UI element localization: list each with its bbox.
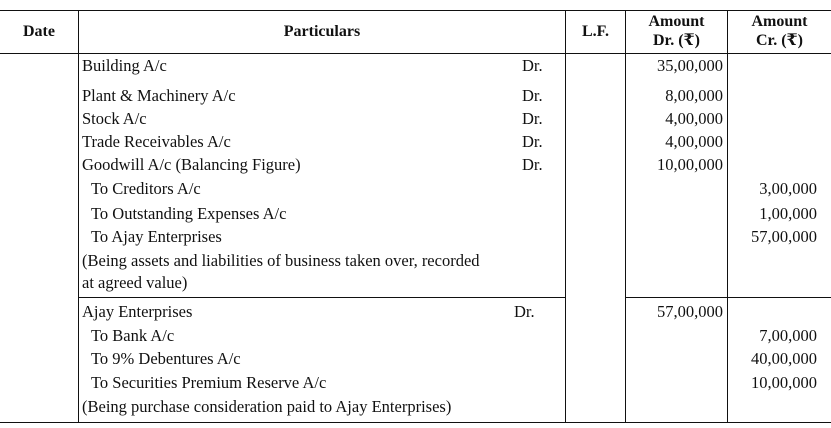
- row-debit: 8,00,000: [665, 86, 723, 105]
- header-rule: [0, 53, 831, 54]
- row-particulars: To Outstanding Expenses A/c: [91, 204, 287, 223]
- row-credit: 10,00,000: [751, 373, 817, 392]
- narration-line: (Being purchase consideration paid to Ajay Enterprises): [82, 397, 452, 416]
- header-particulars: Particulars: [283, 23, 361, 40]
- narration-line: (Being assets and liabilities of business taken over, recorded: [82, 251, 480, 270]
- col-divider-date: [78, 10, 79, 423]
- row-particulars: Trade Receivables A/c: [82, 132, 231, 151]
- entry-divider: [626, 297, 831, 298]
- row-debit: 4,00,000: [665, 109, 723, 128]
- row-dr-marker: Dr.: [522, 132, 543, 151]
- row-particulars: To Ajay Enterprises: [91, 227, 222, 246]
- row-particulars: To Securities Premium Reserve A/c: [91, 373, 327, 392]
- row-dr-marker: Dr.: [522, 109, 543, 128]
- bottom-rule: [0, 422, 831, 423]
- row-particulars: To Creditors A/c: [91, 179, 201, 198]
- row-debit: 35,00,000: [657, 56, 723, 75]
- header-amount-dr-line1: Amount: [648, 13, 705, 30]
- row-dr-marker: Dr.: [522, 155, 543, 174]
- header-amount-dr-line2: Dr. (₹): [653, 32, 700, 49]
- entry-divider: [79, 297, 565, 298]
- row-particulars: To 9% Debentures A/c: [91, 349, 241, 368]
- row-particulars: Goodwill A/c (Balancing Figure): [82, 155, 301, 174]
- top-rule: [0, 10, 831, 11]
- row-dr-marker: Dr.: [514, 302, 535, 321]
- row-dr-marker: Dr.: [522, 56, 543, 75]
- narration-line: at agreed value): [82, 273, 188, 292]
- row-particulars: Ajay Enterprises: [82, 302, 193, 321]
- row-debit: 57,00,000: [657, 302, 723, 321]
- row-credit: 3,00,000: [759, 179, 817, 198]
- row-credit: 40,00,000: [751, 349, 817, 368]
- row-credit: 57,00,000: [751, 227, 817, 246]
- header-date: Date: [23, 23, 55, 40]
- row-particulars: Building A/c: [82, 56, 167, 75]
- row-particulars: Stock A/c: [82, 109, 147, 128]
- header-amount-cr-line1: Amount: [751, 13, 808, 30]
- row-debit: 10,00,000: [657, 155, 723, 174]
- row-credit: 7,00,000: [759, 326, 817, 345]
- row-debit: 4,00,000: [665, 132, 723, 151]
- row-dr-marker: Dr.: [522, 86, 543, 105]
- row-credit: 1,00,000: [759, 204, 817, 223]
- col-divider-particulars: [565, 10, 566, 423]
- row-particulars: Plant & Machinery A/c: [82, 86, 236, 105]
- header-amount-cr-line2: Cr. (₹): [756, 32, 803, 49]
- header-lf: L.F.: [582, 23, 609, 40]
- row-particulars: To Bank A/c: [91, 326, 175, 345]
